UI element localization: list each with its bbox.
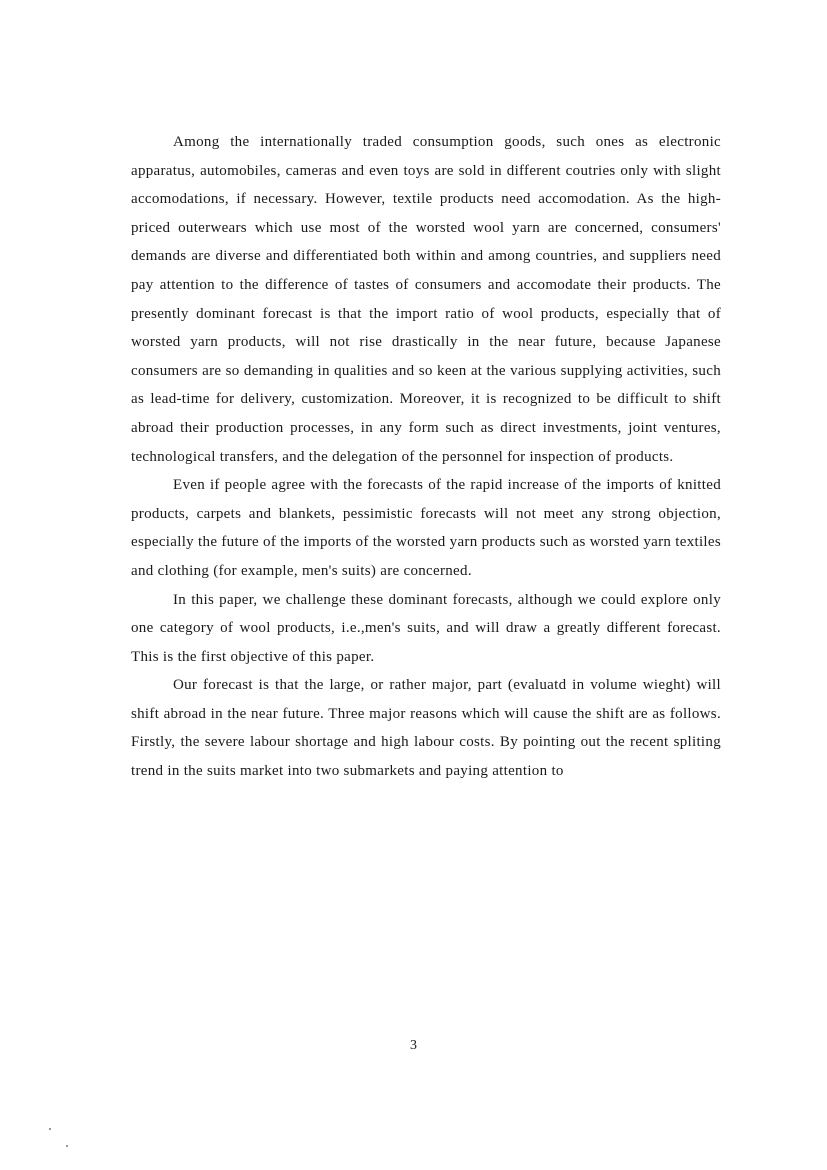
scan-speck	[66, 1145, 68, 1147]
paragraph-1: Among the internationally traded consumption goods, such ones as electronic apparatus, automobiles, cameras and even toys are sold in different coutries only with slight accomodations, if necessary. However, textile products need accomodation. As the high-priced outerwears which use most of the worsted wool yarn are concerned, consumers' demands are diverse and differentiated both within and among countries, and suppliers need pay attention to the difference of tastes of consumers and accomodate their products. The presently dominant forecast is that the import ratio of wool products, especially that of worsted yarn products, will not rise drastically in the near future, because Japanese consumers are so demanding in qualities and so keen at the various supplying activities, such as lead-time for delivery, customization. Moreover, it is recognized to be difficult to shift abroad their production processes, in any form such as direct investments, joint ventures, technological transfers, and the delegation of the personnel for inspection of products.	[131, 134, 721, 465]
scan-speck	[49, 1128, 51, 1130]
paragraph-2: Even if people agree with the forecasts of the rapid increase of the imports of knitted products, carpets and blankets, pessimistic forecasts will not meet any strong objection, especially the future of the imports of the worsted yarn products such as worsted yarn textiles and clothing (for example, men's suits) are concerned.	[131, 477, 721, 579]
page-number: 3	[410, 1038, 417, 1053]
paragraph-4: Our forecast is that the large, or rather major, part (evaluatd in volume wieght) will shift abroad in the near future. Three major reasons which will cause the shift are as follows. Firstly, the severe labour shortage and high labour costs. By pointing out the recent spliting trend in the suits market into two submarkets and paying attention to	[131, 677, 721, 780]
body-text	[131, 128, 721, 786]
paragraph-3: In this paper, we challenge these dominant forecasts, although we could explore only one category of wool products, i.e.,men's suits, and will draw a greatly different forecast. This is the first objective of this paper.	[131, 591, 721, 665]
